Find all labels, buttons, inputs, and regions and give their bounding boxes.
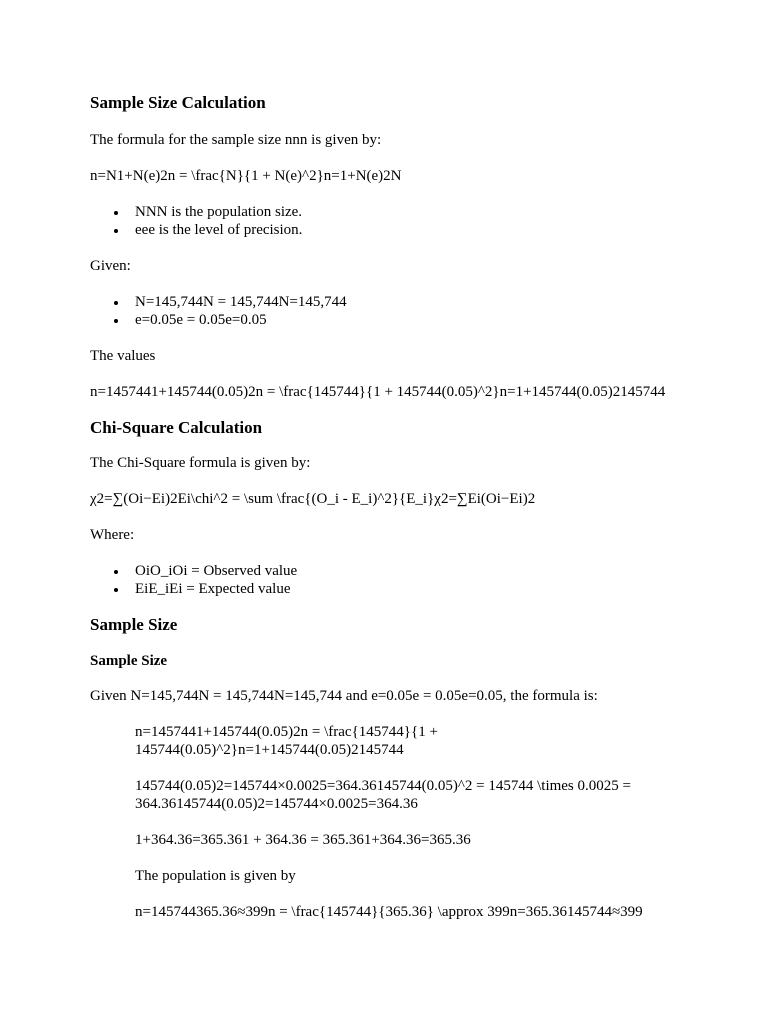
where-label: Where: [90, 527, 135, 543]
calculation-step-2: 145744(0.05)2=145744×0.0025=364.36145744(0.05)^2 = 145744 \times 0.0025 = 364.36145744(0.05)2=145744×0.0025=364.36 [135, 778, 631, 812]
chi-square-definitions [90, 562, 730, 598]
sample-size-given-intro: Given N=145,744N = 145,744N=145,744 and e=0.05e = 0.05e=0.05, the formula is: [90, 688, 598, 704]
heading-sample-size: Sample Size [90, 615, 178, 634]
calculation-steps [90, 723, 655, 921]
calculation-step-1: n=1457441+145744(0.05)2n = \frac{145744}{1 + 145744(0.05)^2}n=1+145744(0.05)2145744 [135, 724, 438, 758]
subheading-sample-size: Sample Size [90, 653, 168, 669]
given-label: Given: [90, 258, 131, 274]
calculation-step-5: n=145744365.36≈399n = \frac{145744}{365.36} \approx 399n=365.36145744≈399 [135, 904, 643, 920]
chi-square-formula: χ2=∑(Oi−Ei)2Ei\chi^2 = \sum \frac{(O_i - E_i)^2}{E_i}χ2=∑Ei(Oi−Ei)2 [90, 491, 536, 507]
list-item: N=145,744N = 145,744N=145,744 [135, 293, 730, 311]
heading-sample-size-calculation: Sample Size Calculation [90, 93, 266, 112]
list-item: OiO_iOi = Observed value [135, 562, 730, 580]
given-list [90, 293, 730, 329]
document-page [90, 92, 730, 921]
calculation-step-3: 1+364.36=365.361 + 364.36 = 365.361+364.36=365.36 [135, 832, 471, 848]
values-label: The values [90, 348, 156, 364]
sample-size-intro: The formula for the sample size nnn is given by: [90, 132, 382, 148]
list-item: eee is the level of precision. [135, 221, 730, 239]
list-item: EiE_iEi = Expected value [135, 580, 730, 598]
heading-chi-square-calculation: Chi-Square Calculation [90, 418, 263, 437]
calculation-step-4: The population is given by [135, 868, 296, 884]
chi-square-intro: The Chi-Square formula is given by: [90, 455, 311, 471]
values-formula: n=1457441+145744(0.05)2n = \frac{145744}{1 + 145744(0.05)^2}n=1+145744(0.05)2145744 [90, 384, 666, 400]
list-item: NNN is the population size. [135, 203, 730, 221]
sample-size-formula: n=N1+N(e)2n = \frac{N}{1 + N(e)^2}n=1+N(e)2N [90, 168, 402, 184]
list-item: e=0.05e = 0.05e=0.05 [135, 311, 730, 329]
definition-list [90, 203, 730, 239]
